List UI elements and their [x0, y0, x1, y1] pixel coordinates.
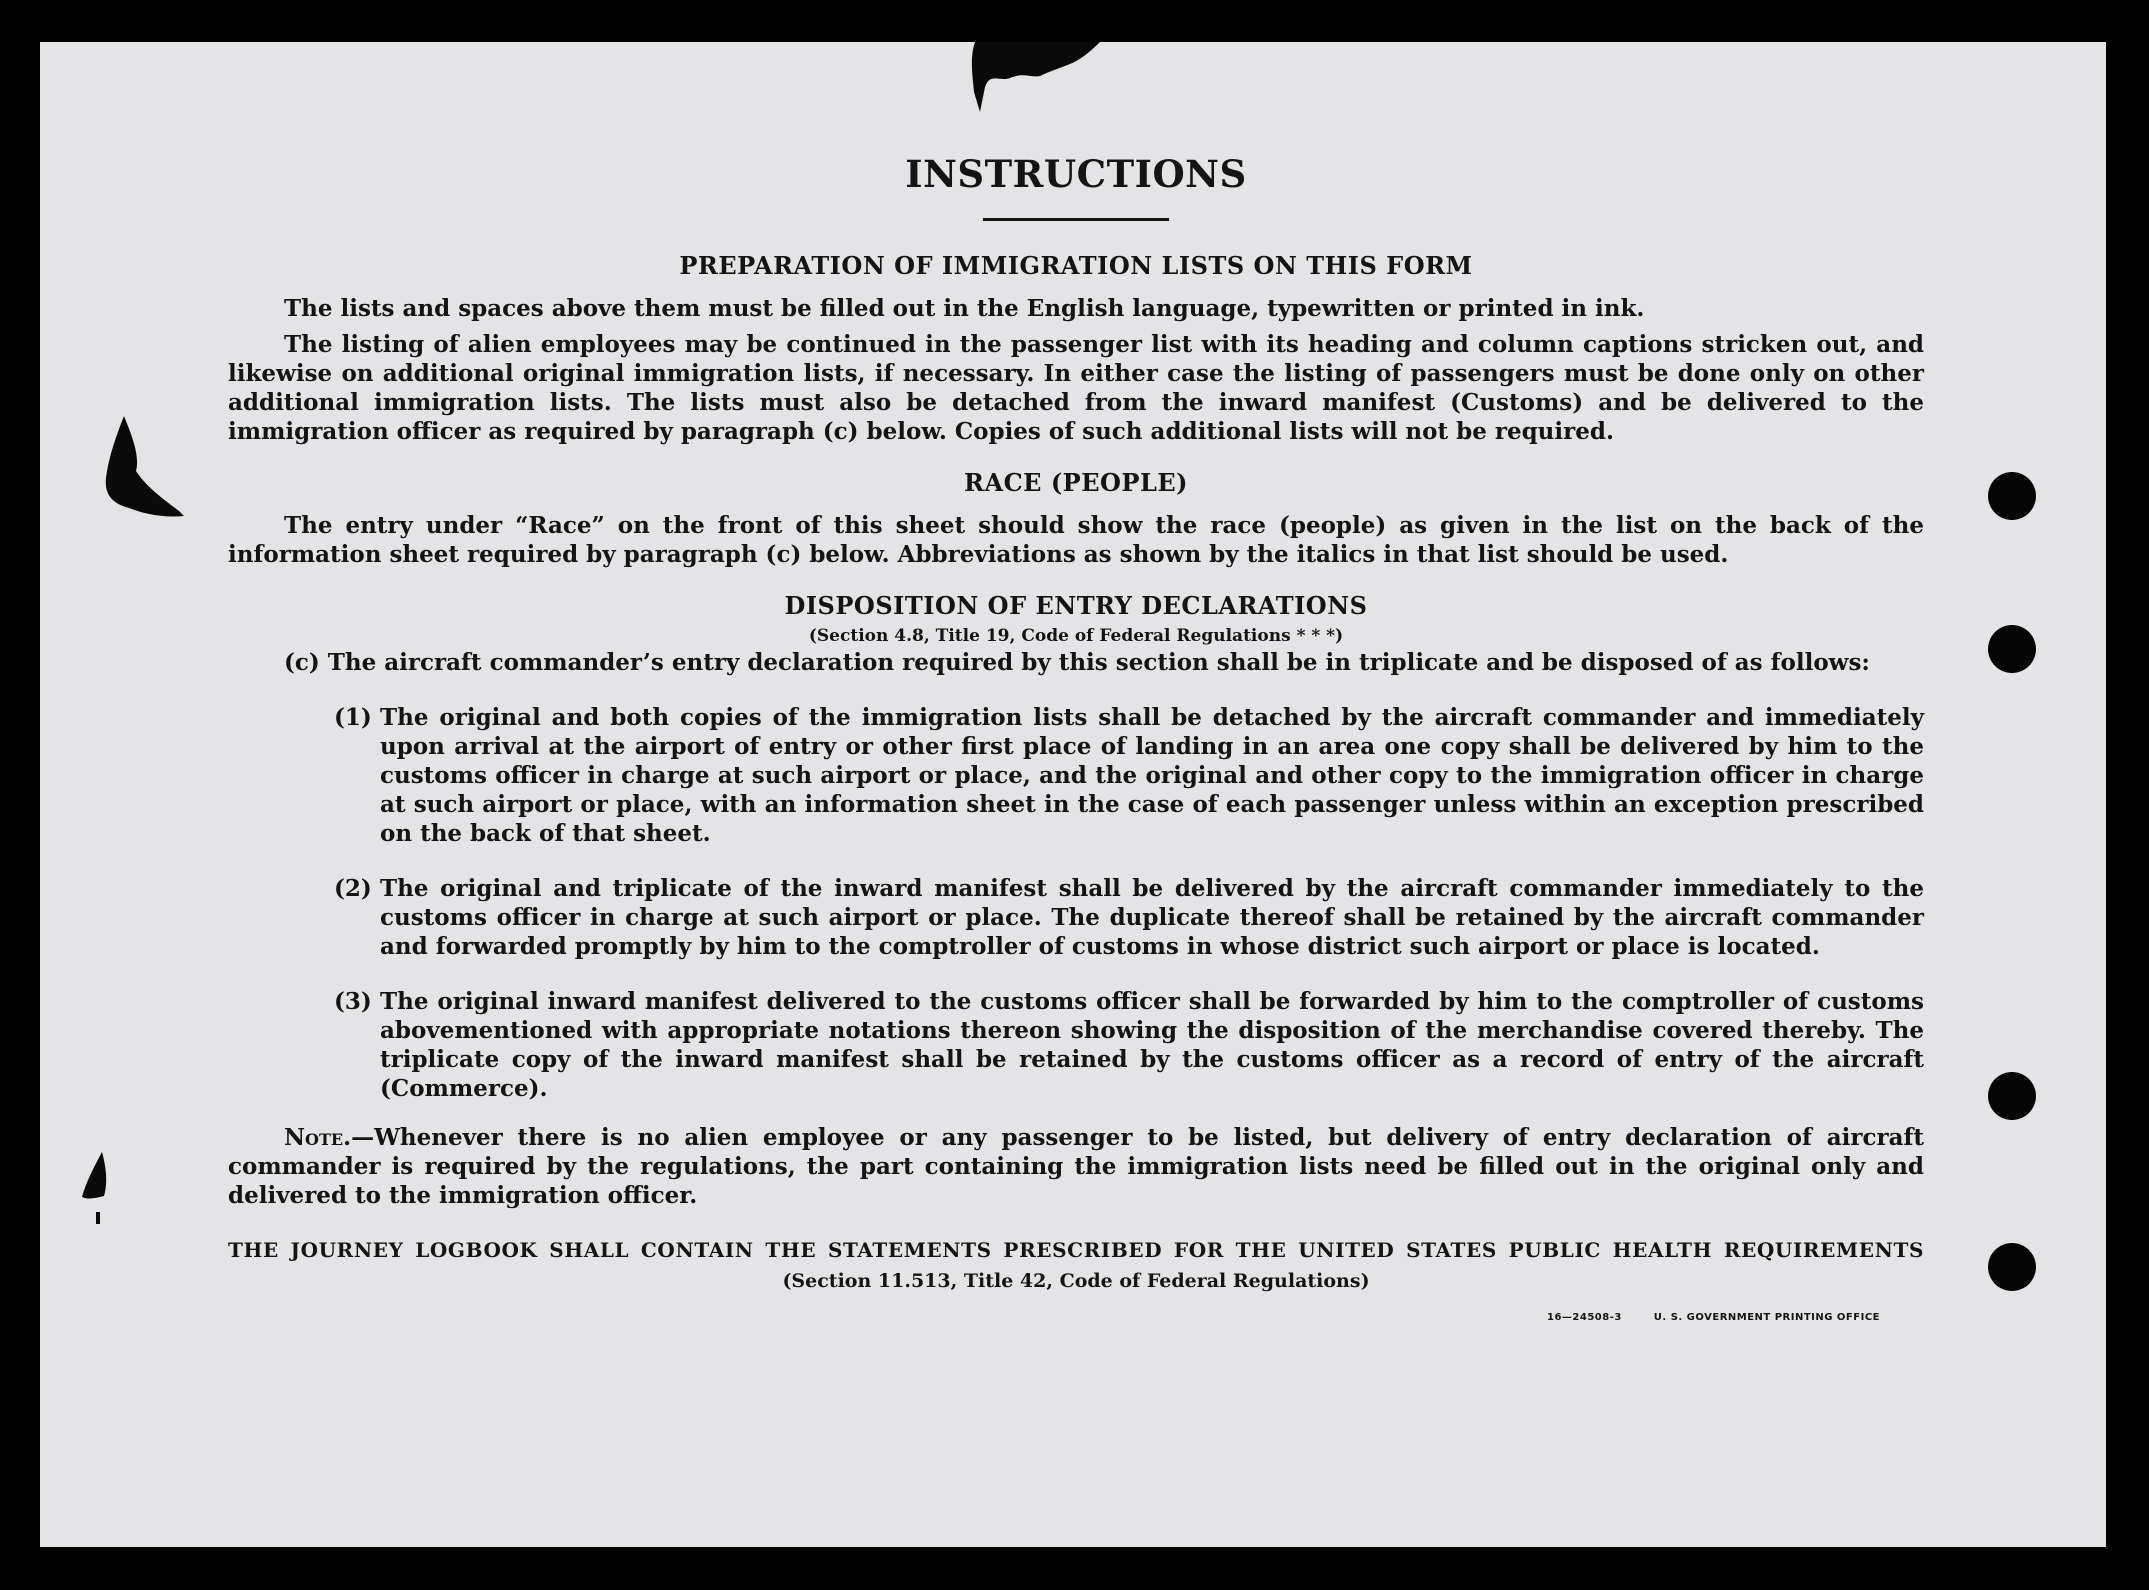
preparation-paragraph-2: The listing of alien employees may be continued in the passenger list with its heading and column captions stricken out, and likewise on additional original immigration lists, if necessary. In either case the listing of passengers must be done only on other additional immigration lists. The lists must also be detached from the inward manifest (Customs) and be delivered to the immigration officer as required by paragraph (c) below. Copies of such additional lists will not be required. [228, 331, 1924, 445]
printer-name: U. S. GOVERNMENT PRINTING OFFICE [1653, 1312, 1880, 1323]
list-item [334, 703, 1924, 848]
race-paragraph: The entry under “Race” on the front of this sheet should show the race (people) as given in the list on the back of the information sheet required by paragraph (c) below. Abbreviations as shown by the italics in that list should be used. [228, 512, 1924, 568]
page-title: INSTRUCTIONS [905, 152, 1247, 196]
form-number: 16—24508-3 [1546, 1312, 1622, 1323]
item-number: (2) [334, 875, 372, 902]
document-sheet [40, 42, 2106, 1547]
note-text: —Whenever there is no alien employee or any passenger to be listed, but delivery of entry declaration of aircraft commander is required by the regulations, the part containing the immigration lists need be filled out in the original only and delivered to the immigration officer. [228, 1124, 1924, 1209]
item-text: The original inward manifest delivered to the customs officer shall be forwarded by him to the comptroller of customs abovementioned with appropriate notations thereon showing the disposition of the merchandise covered thereby. The triplicate copy of the inward manifest shall be retained by the customs officer as a record of entry of the aircraft (Commerce). [380, 988, 1924, 1102]
disposition-lead: (c) The aircraft commander’s entry declaration required by this section shall be in triplicate and be disposed of as follows: [284, 649, 1870, 676]
punch-hole-1 [1988, 472, 2036, 520]
disposition-subheading: (Section 4.8, Title 19, Code of Federal Regulations * * *) [808, 626, 1344, 646]
title-rule [983, 218, 1169, 221]
punch-hole-4 [1988, 1243, 2036, 1291]
race-heading: RACE (PEOPLE) [964, 468, 1188, 497]
list-item [334, 874, 1924, 961]
punch-hole-2 [1988, 625, 2036, 673]
punch-hole-3 [1988, 1072, 2036, 1120]
item-text: The original and triplicate of the inward manifest shall be delivered by the aircraft commander immediately to the customs officer in charge at such airport or place. The duplicate thereof shall be retained by the aircraft commander and forwarded promptly by him to the comptroller of customs in whose district such airport or place is located. [380, 875, 1924, 960]
journey-statement: THE JOURNEY LOGBOOK SHALL CONTAIN THE STATEMENTS PRESCRIBED FOR THE UNITED STATES PUBLIC HEALTH REQUIREMENTS [228, 1238, 1924, 1262]
preparation-heading: PREPARATION OF IMMIGRATION LISTS ON THIS FORM [679, 251, 1473, 280]
ink-blot-left [84, 416, 194, 546]
note-paragraph [228, 1123, 1924, 1210]
item-number: (3) [334, 988, 372, 1015]
item-text: The original and both copies of the immigration lists shall be detached by the aircraft commander and immediately upon arrival at the airport of entry or other first place of landing in an area one copy shall be delivered by him to the customs officer in charge at such airport or place, and the original and other copy to the immigration officer in charge at such airport or place, with an information sheet in the case of each passenger unless within an exception prescribed on the back of that sheet. [380, 704, 1924, 847]
document-body [228, 108, 1924, 1296]
disposition-heading: DISPOSITION OF ENTRY DECLARATIONS [784, 591, 1368, 620]
printer-imprint [1547, 1312, 1880, 1323]
note-label: Note. [284, 1124, 352, 1151]
list-item [334, 987, 1924, 1103]
journey-subheading: (Section 11.513, Title 42, Code of Federal Regulations) [782, 1270, 1370, 1292]
preparation-paragraph-1: The lists and spaces above them must be filled out in the English language, typewritten or printed in ink. [284, 295, 1645, 322]
item-number: (1) [334, 704, 372, 731]
ink-blot-left-lower [74, 1152, 124, 1232]
